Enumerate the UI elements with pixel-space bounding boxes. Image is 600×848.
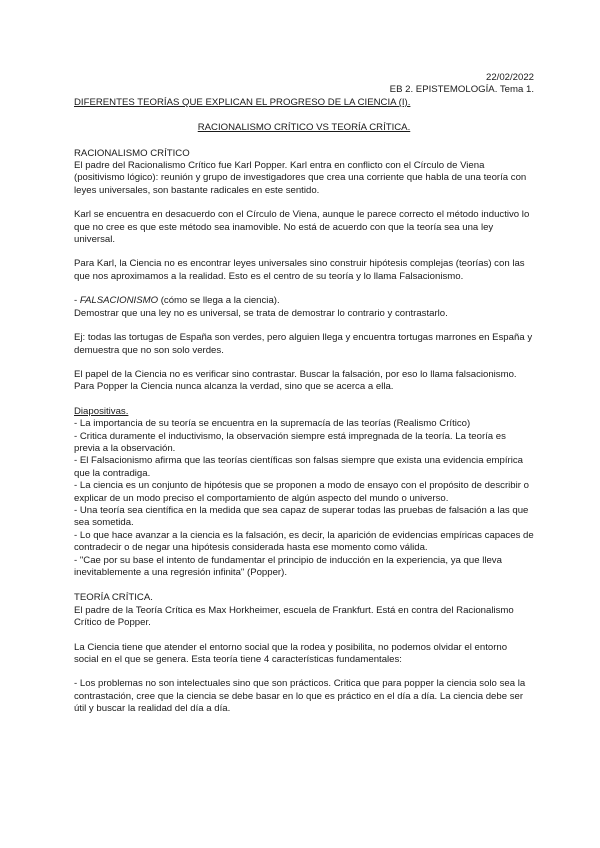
main-title: DIFERENTES TEORÍAS QUE EXPLICAN EL PROGRESO DE LA CIENCIA (I). [74, 96, 411, 108]
diapositivas-list [74, 418, 534, 579]
falsacionismo-explanation: Demostrar que una ley no es universal, se trata de demostrar lo contrario y contrastarlo. [74, 307, 448, 319]
racionalismo-paragraph-2: Karl se encuentra en desacuerdo con el Círculo de Viena, aunque le parece correcto el método inductivo lo que no cree es que este método sea inamovible. No está de acuerdo con que la teoría sea una ley universal. [74, 209, 530, 246]
teoria-paragraph-1: El padre de la Teoría Crítica es Max Horkheimer, escuela de Frankfurt. Está en contra del Racionalismo Crítico de Popper. [74, 604, 514, 629]
falsacionismo-dash: - [74, 295, 80, 307]
falsacionismo-definition [74, 295, 534, 307]
racionalismo-paragraph-1: El padre del Racionalismo Crítico fue Karl Popper. Karl entra en conflicto con el Círculo de Viena (positivismo lógico): reunión y grupo de investigadores que crea una corriente que habla de una teoría con leyes universales, son bastante radicales en este sentido. [74, 160, 527, 196]
list-item: - La ciencia es un conjunto de hipótesis que se proponen a modo de ensayo con el propósito de describir o explicar de un modo preciso el comportamiento de algún aspecto del mundo o universo. [74, 480, 529, 504]
diapositivas-heading: Diapositivas. [74, 405, 129, 417]
list-item: - La importancia de su teoría se encuentra en la supremacía de las teorías (Realismo Crítico) [74, 418, 471, 430]
racionalismo-paragraph-6: El papel de la Ciencia no es verificar sino contrastar. Buscar la falsación, por eso lo llama falsacionismo. Para Popper la Ciencia nunca alcanza la verdad, sino que se acerca a ella. [74, 368, 517, 393]
racionalismo-paragraph-3: Para Karl, la Ciencia no es encontrar leyes universales sino construir hipótesis complejas (teorías) con las que nos aproximamos a la realidad. Esto es el centro de su teoría y lo llama Falsacionismo. [74, 258, 525, 282]
list-item: - Lo que hace avanzar a la ciencia es la falsación, es decir, la aparición de evidencias empíricas capaces de contradecir o de negar una hipótesis considerada hasta ese momento como válida. [74, 529, 534, 554]
list-item: - El Falsacionismo afirma que las teorías científicas son falsas siempre que exista una evidencia empírica que la contradiga. [74, 455, 523, 479]
teoria-paragraph-3: - Los problemas no son intelectuales sino que son prácticos. Critica que para popper la ciencia solo sea la contrastación, cree que la ciencia se debe basar en lo que es práctico en el día a día. La ciencia debe ser útil y buscar la realidad del día a día. [74, 678, 526, 715]
list-item: - Una teoría sea científica en la medida que sea capaz de superar todas las pruebas de falsación a las que sea sometida. [74, 504, 529, 529]
teoria-heading: TEORÍA CRÍTICA. [74, 592, 153, 604]
falsacionismo-rest: (cómo se llega a la ciencia). [158, 295, 280, 307]
list-item: - "Cae por su base el intento de fundamentar el principio de inducción en la experiencia, ya que lleva inevitablemente a una regresión infinita" (Popper). [74, 554, 502, 578]
document-subject: EB 2. EPISTEMOLOGÍA. Tema 1. [389, 84, 534, 96]
falsacionismo-term: FALSACIONISMO [79, 295, 159, 307]
teoria-paragraph-2: La Ciencia tiene que atender el entorno social que la rodea y posibilita, no podemos olvidar el entorno social en el que se genera. Esta teoría tiene 4 características fundamentales: [74, 641, 508, 666]
racionalismo-example: Ej: todas las tortugas de España son verdes, pero alguien llega y encuentra tortugas marrones en España y demuestra que no son solo verdes. [74, 332, 533, 356]
document-date: 22/02/2022 [485, 72, 534, 83]
section-subtitle: RACIONALISMO CRÍTICO VS TEORÍA CRÍTICA. [197, 122, 411, 134]
document-page [74, 72, 534, 716]
racionalismo-heading: RACIONALISMO CRÍTICO [74, 147, 190, 159]
list-item: - Critica duramente el inductivismo, la observación siempre está impregnada de la teoría. La teoría es previa a la observación. [74, 430, 506, 454]
